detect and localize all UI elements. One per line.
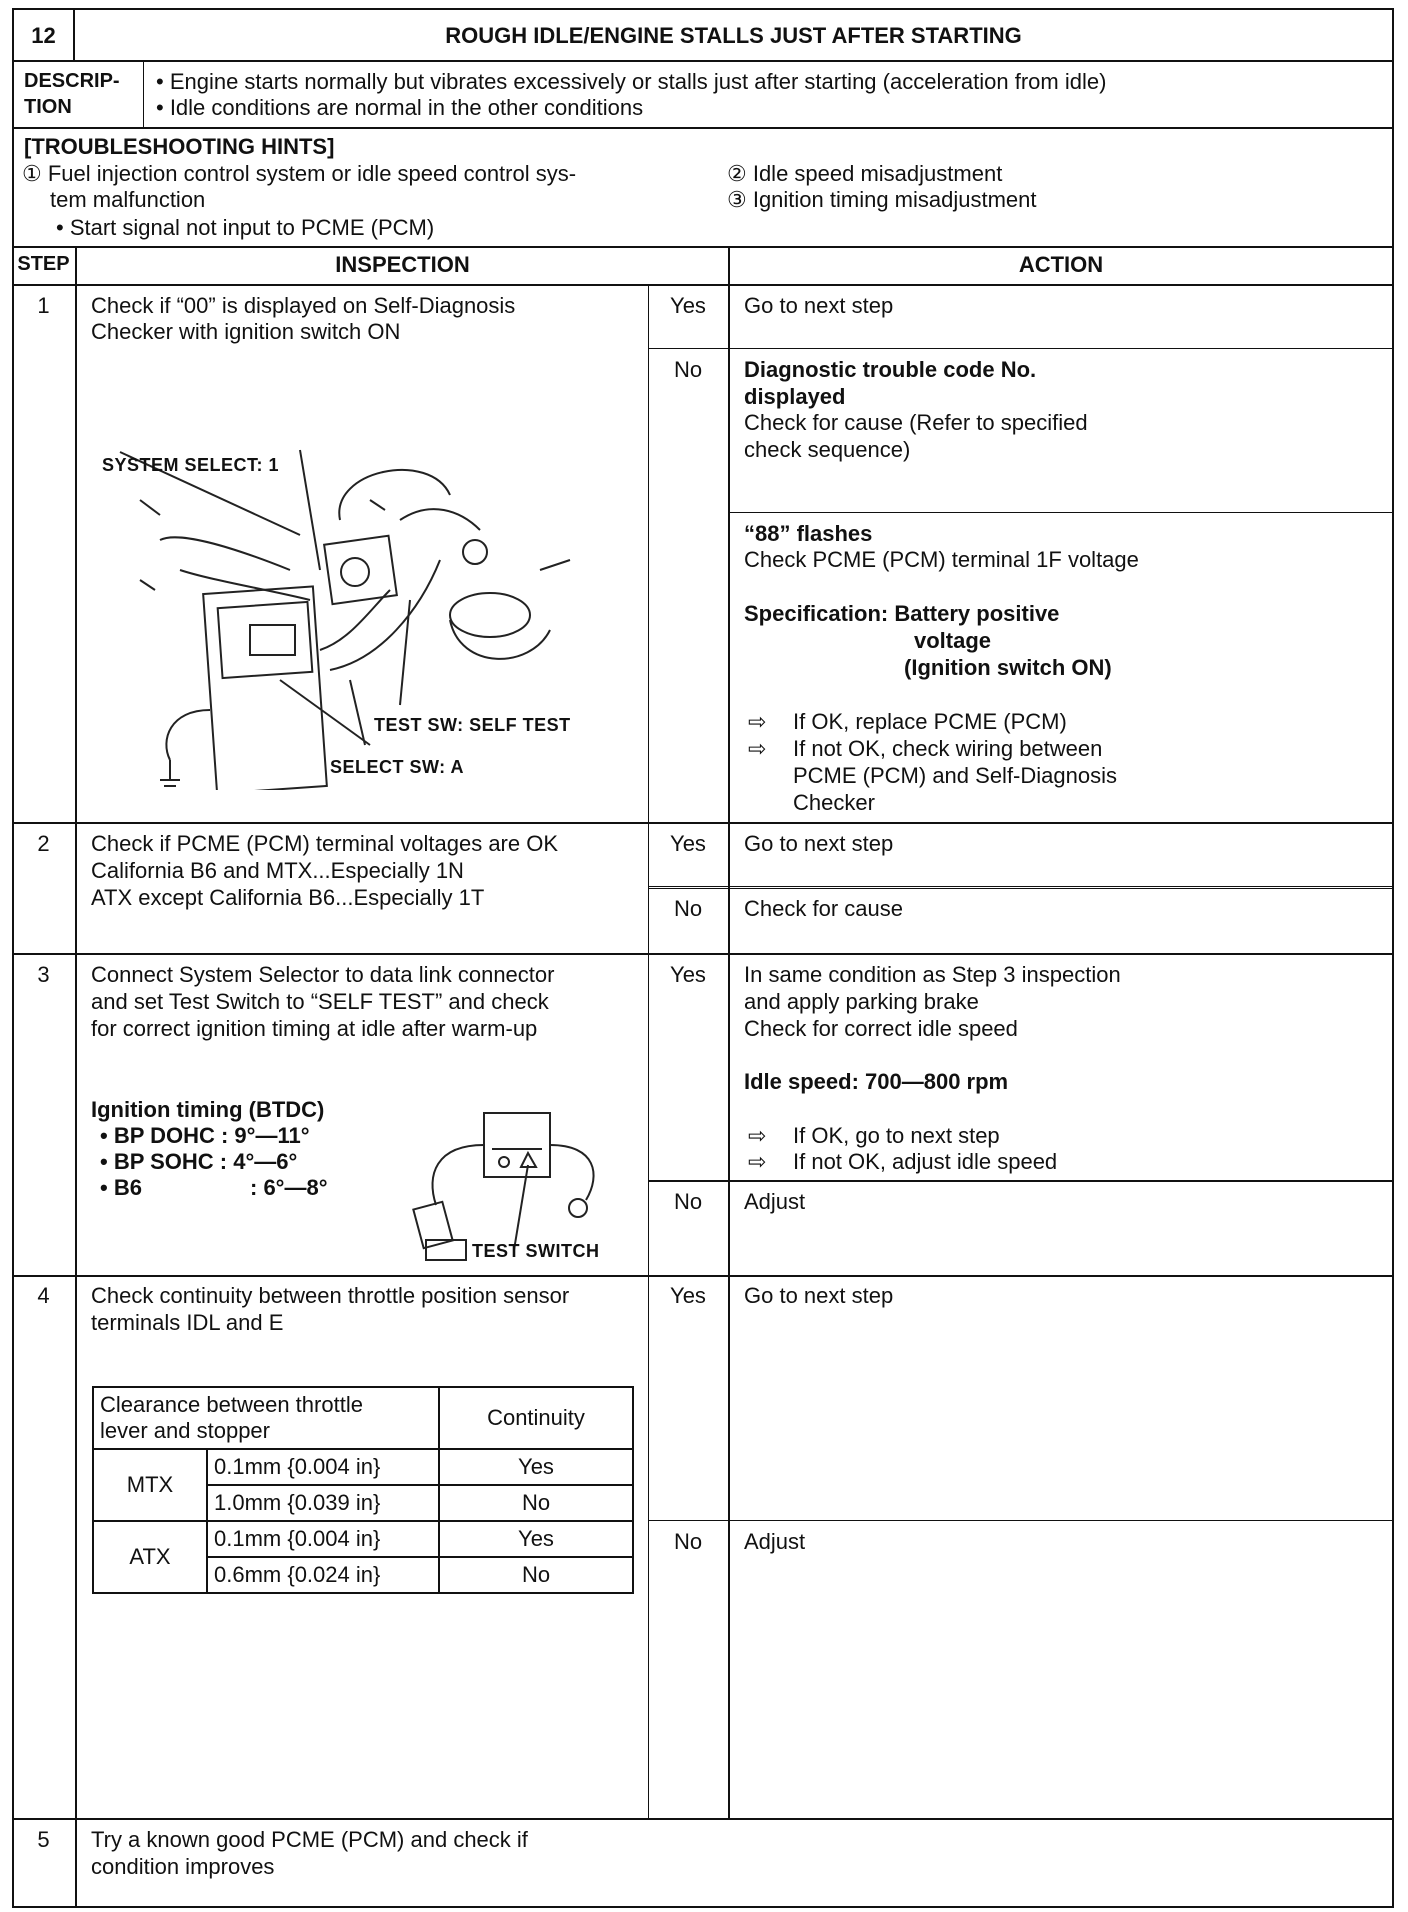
step-number: 4	[37, 1283, 50, 1308]
inspection-text: for correct ignition timing at idle after warm-up	[91, 1016, 538, 1041]
inspection-text: California B6 and MTX...Especially 1N	[91, 858, 464, 883]
action-text: Adjust	[744, 1529, 806, 1554]
inspection-text: Connect System Selector to data link connector	[91, 962, 555, 987]
hint-item: tem malfunction	[50, 187, 206, 212]
rule	[648, 1180, 1394, 1182]
action-text: “88” flashes	[744, 521, 873, 546]
description-label: TION	[24, 96, 72, 118]
no-label: No	[673, 1529, 703, 1554]
table-cell: No	[439, 1485, 633, 1521]
rule	[728, 246, 730, 1820]
description-text: • Idle conditions are normal in the other conditions	[156, 95, 644, 120]
specification: Idle speed: 700—800 rpm	[744, 1069, 1009, 1094]
table-cell: Yes	[439, 1521, 633, 1557]
inspection-text: condition improves	[91, 1854, 275, 1879]
hints-heading: [TROUBLESHOOTING HINTS]	[24, 134, 335, 159]
action-text: check sequence)	[744, 437, 911, 462]
action-text: Go to next step	[744, 831, 894, 856]
rule	[75, 246, 77, 1908]
rule	[12, 1906, 1394, 1908]
hint-item: • Start signal not input to PCME (PCM)	[56, 215, 435, 240]
action-text: Check for cause (Refer to specified	[744, 410, 1088, 435]
action-text: If OK, replace PCME (PCM)	[793, 709, 1067, 734]
inspection-text: ATX except California B6...Especially 1T	[91, 885, 485, 910]
specification: (Ignition switch ON)	[904, 655, 1112, 680]
action-text: If not OK, check wiring between	[793, 736, 1103, 761]
inspection-text: Check if “00” is displayed on Self-Diagnosis	[91, 293, 516, 318]
rule	[12, 127, 1394, 129]
column-header-action: ACTION	[1018, 252, 1104, 277]
rule	[12, 1275, 1394, 1277]
inspection-text: terminals IDL and E	[91, 1310, 284, 1335]
action-text: PCME (PCM) and Self-Diagnosis	[793, 763, 1117, 788]
rule	[12, 284, 1394, 286]
no-label: No	[673, 896, 703, 921]
hint-item: ② Idle speed misadjustment	[727, 161, 1003, 186]
yes-label: Yes	[670, 1283, 706, 1308]
rule	[648, 1520, 1394, 1521]
table-row	[93, 1449, 633, 1485]
inspection-text: and set Test Switch to “SELF TEST” and check	[91, 989, 549, 1014]
specification: voltage	[914, 628, 992, 653]
table-row	[93, 1387, 633, 1449]
timing-spec: • B6	[100, 1175, 142, 1200]
rule	[143, 61, 144, 128]
rule	[648, 348, 1394, 349]
inspection-text: Check if PCME (PCM) terminal voltages are OK	[91, 831, 559, 856]
timing-spec: • BP DOHC : 9°—11°	[100, 1123, 310, 1148]
step-number: 1	[37, 293, 50, 318]
rule	[12, 1818, 1394, 1820]
arrow-right-icon: ⇨	[748, 1123, 767, 1148]
timing-heading: Ignition timing (BTDC)	[91, 1097, 325, 1122]
table-cell: Yes	[439, 1449, 633, 1485]
table-header	[93, 1387, 439, 1449]
figure-label: SYSTEM SELECT: 1	[102, 455, 280, 475]
action-text: Check for correct idle speed	[744, 1016, 1018, 1041]
table-header-text: lever and stopper	[100, 1418, 270, 1443]
table-cell: 0.6mm {0.024 in}	[207, 1557, 439, 1593]
inspection-text: Checker with ignition switch ON	[91, 319, 401, 344]
table-cell: No	[439, 1557, 633, 1593]
arrow-right-icon: ⇨	[748, 709, 767, 734]
rule	[648, 886, 1394, 887]
rule	[728, 512, 1394, 513]
arrow-right-icon: ⇨	[748, 736, 767, 761]
inspection-text: Try a known good PCME (PCM) and check if	[91, 1827, 528, 1852]
action-text: Check PCME (PCM) terminal 1F voltage	[744, 547, 1139, 572]
clearance-table	[92, 1386, 634, 1594]
table-cell: 0.1mm {0.004 in}	[207, 1521, 439, 1557]
rule	[1392, 8, 1394, 1908]
figure-label: TEST SWITCH	[472, 1241, 600, 1261]
rule	[12, 953, 1394, 955]
table-cell: ATX	[93, 1521, 207, 1593]
specification: Specification: Battery positive	[744, 601, 1060, 626]
step-number: 2	[37, 831, 50, 856]
page-title: ROUGH IDLE/ENGINE STALLS JUST AFTER STARTING	[445, 23, 1022, 48]
yes-label: Yes	[670, 293, 706, 318]
action-text: If not OK, adjust idle speed	[793, 1149, 1058, 1174]
yes-label: Yes	[670, 962, 706, 987]
table-header-text: Clearance between throttle	[100, 1392, 363, 1417]
hint-item: ③ Ignition timing misadjustment	[727, 187, 1037, 212]
action-text: Go to next step	[744, 293, 894, 318]
action-text: Adjust	[744, 1189, 806, 1214]
arrow-right-icon: ⇨	[748, 1149, 767, 1174]
action-text: Go to next step	[744, 1283, 894, 1308]
step-number: 3	[37, 962, 50, 987]
action-text: Diagnostic trouble code No.	[744, 357, 1037, 382]
action-text: In same condition as Step 3 inspection	[744, 962, 1121, 987]
timing-spec: • BP SOHC : 4°—6°	[100, 1149, 298, 1174]
rule	[12, 246, 1394, 248]
figure-label: SELECT SW: A	[330, 757, 465, 777]
hint-item: ① Fuel injection control system or idle speed control sys-	[22, 161, 577, 186]
rule	[12, 822, 1394, 824]
step-number: 5	[37, 1827, 50, 1852]
column-header-step: STEP	[17, 253, 70, 275]
rule	[12, 8, 1394, 10]
rule	[648, 284, 649, 1820]
description-text: • Engine starts normally but vibrates excessively or stalls just after starting (acceleration from idle)	[156, 69, 1107, 94]
rule	[648, 888, 1394, 889]
figure-label: TEST SW: SELF TEST	[374, 715, 571, 735]
rule	[12, 60, 1394, 62]
table-header: Continuity	[439, 1387, 633, 1449]
action-text: displayed	[744, 384, 846, 409]
action-text: and apply parking brake	[744, 989, 979, 1014]
inspection-text: Check continuity between throttle position sensor	[91, 1283, 570, 1308]
table-cell: 1.0mm {0.039 in}	[207, 1485, 439, 1521]
yes-label: Yes	[670, 831, 706, 856]
table-row	[93, 1521, 633, 1557]
table-cell: MTX	[93, 1449, 207, 1521]
action-text: If OK, go to next step	[793, 1123, 1000, 1148]
no-label: No	[673, 1189, 703, 1214]
section-number: 12	[31, 23, 56, 48]
description-label: DESCRIP-	[24, 70, 120, 92]
action-text: Checker	[793, 790, 875, 815]
action-text: Check for cause	[744, 896, 903, 921]
no-label: No	[673, 357, 703, 382]
column-header-inspection: INSPECTION	[335, 252, 470, 277]
timing-spec: : 6°—8°	[250, 1175, 328, 1200]
table-cell: 0.1mm {0.004 in}	[207, 1449, 439, 1485]
